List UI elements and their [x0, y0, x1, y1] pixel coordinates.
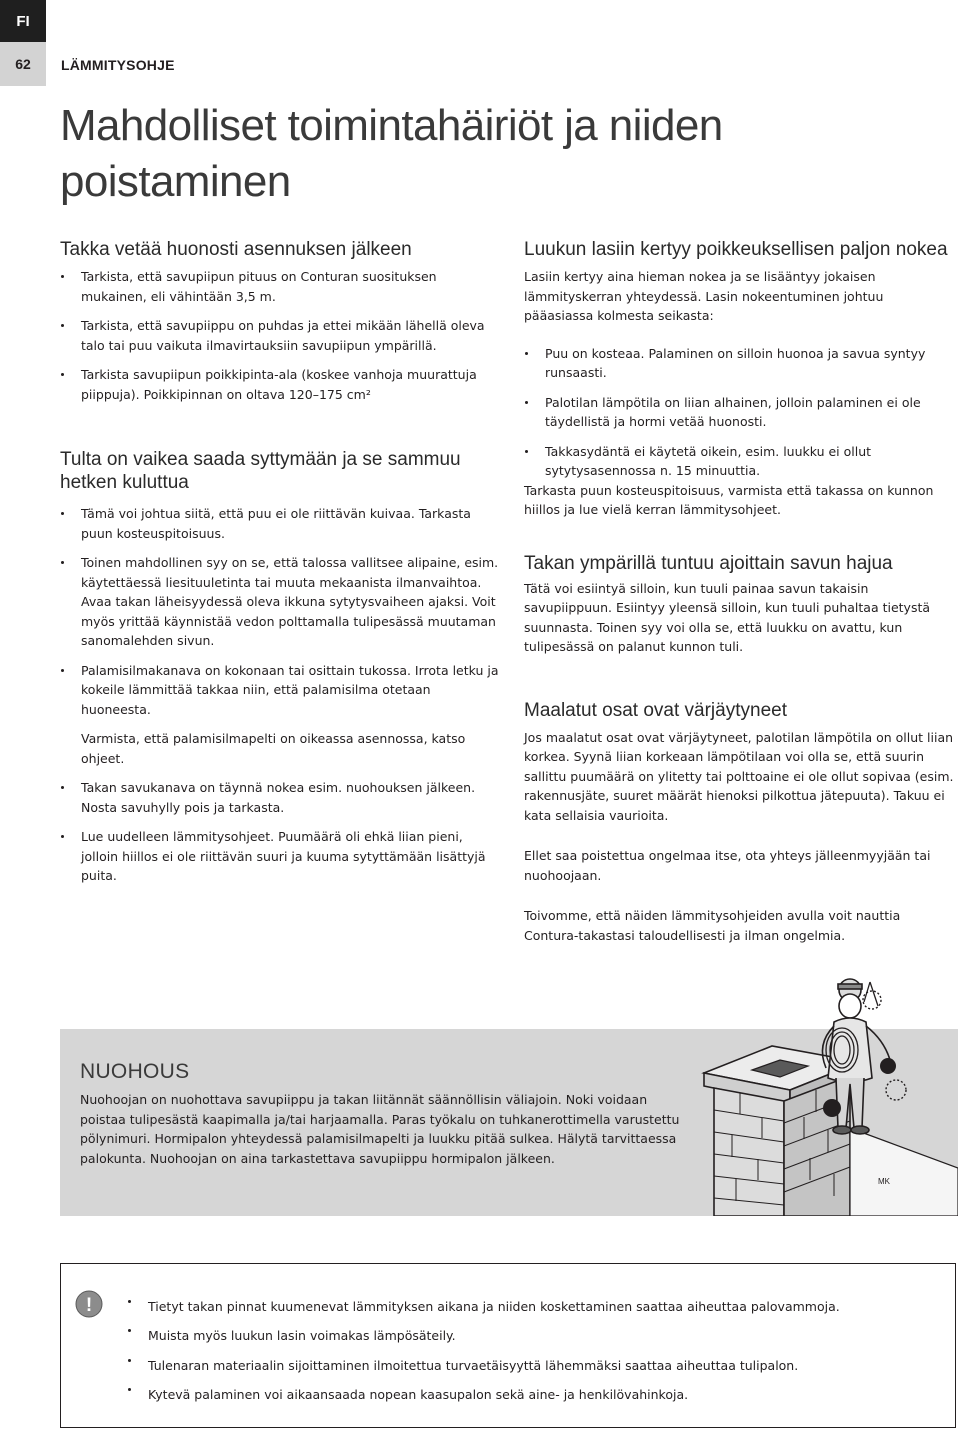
sooty-glass-outro: Tarkasta puun kosteuspitoisuus, varmista että takassa on kunnon hiillos ja lue vielä kerran lämmitysohjeet.: [524, 482, 934, 517]
contact-dealer-text: Ellet saa poistettua ongelmaa itse, ota yhteys jälleenmyyjään tai nuohoojaan.: [524, 848, 931, 883]
page-number: 62: [0, 42, 46, 86]
sooty-glass-list: [524, 344, 956, 481]
chimney-sweeping-title: NUOHOUS: [80, 1060, 190, 1083]
warning-item: Tietyt takan pinnat kuumenevat lämmityksen aikana ja niiden koskettaminen saattaa aiheuttaa palovammoja.: [127, 1292, 927, 1321]
heading-fire-hard-to-light: Tulta on vaikea saada syttymään ja se sammuu hetken kuluttua: [60, 449, 461, 493]
heading-sooty-glass: Luukun lasiin kertyy poikkeuksellisen paljon nokea: [524, 239, 948, 260]
chimney-sweeping-text: Nuohoojan on nuohottava savupiippu ja takan liitännät säännöllisin väliajoin. Noki voidaan poistaa tulipesästä kaapimalla ja/tai harjaamalla. Paras työkalu on tuhkanerottimella varustettu pölynimuri. Hormipalon yhteydessä palamisilmapelti ja luukku pitää sulkea. Hälytä tarvittaessa palokunta. Nuohoojan on aina tarkastettava savupiippu hormipalon jälkeen.: [80, 1092, 680, 1166]
right-column: [524, 238, 956, 945]
illustration-signature: MK: [878, 1177, 890, 1186]
list-item: Takkasydäntä ei käytetä oikein, esim. luukku ei ollut sytytysasennossa n. 15 minuuttia.: [524, 442, 956, 481]
list-item: Palamisilmakanava on kokonaan tai osittain tukossa. Irrota letku ja kokeile lämmittää takkaa niin, että palamisilma otetaan huoneesta.: [60, 661, 500, 720]
list-item: Takan savukanava on täynnä nokea esim. nuohouksen jälkeen. Nosta savuhylly pois ja tarkasta.: [60, 778, 500, 817]
list-item: Toinen mahdollinen syy on se, että talossa vallitsee alipaine, esim. käytettäessä liesituuletinta tai muuta mekaanista ilmanvaihtoa. Avaa takan läheisyydessä oleva ikkuna sytytysvaiheen ajaksi. Voit myös yrittää käynnistää vedon polttamalla tulipesässä muutaman sanomalehden sivun.: [60, 553, 500, 651]
warning-icon-glyph: !: [85, 1295, 93, 1316]
closing-text: Toivomme, että näiden lämmitysohjeiden avulla voit nauttia Contura-takastasi taloudellisesti ja ilman ongelmia.: [524, 908, 901, 943]
warning-item: Kytevä palaminen voi aikaansaada nopean kaasupalon sekä aine- ja henkilövahinkoja.: [127, 1380, 927, 1409]
heading-smoke-smell: Takan ympärillä tuntuu ajoittain savun hajua: [524, 552, 893, 574]
discoloured-paint-text: Jos maalatut osat ovat värjäytyneet, palotilan lämpötila on ollut liian korkea. Syynä liian korkeaan lämpötilaan voi olla se, että suurin sallittu puumäärä on ylitetty tai polttoaine ei ole ollut sopivaa (esim. rakennusjäte, suuret määrät hienoksi pilkottua jätepuuta). Takuu ei kata sellaisia vaurioita.: [524, 729, 954, 823]
list-item: Tämä voi johtua siitä, että puu ei ole riittävän kuivaa. Tarkasta puun kosteuspitoisuus.: [60, 504, 500, 543]
poor-draught-list: [60, 267, 500, 404]
heading-discoloured-paint: Maalatut osat ovat värjäytyneet: [524, 699, 787, 721]
heading-poor-draught: Takka vetää huonosti asennuksen jälkeen: [60, 239, 412, 260]
smoke-smell-text: Tätä voi esiintyä silloin, kun tuuli painaa savun takaisin savupiippuun. Esiintyy yleensä silloin, kun tuuli puhaltaa tietystä suunnasta. Toinen syy voi olla se, että luukku on avattu, kun tulipesässä on palanut kunnon tuli.: [524, 580, 931, 654]
damper-note: Varmista, että palamisilmapelti on oikeassa asennossa, katso ohjeet.: [81, 731, 466, 766]
warning-item: Muista myös luukun lasin voimakas lämpösäteily.: [127, 1321, 927, 1350]
list-item: Tarkista, että savupiippu on puhdas ja ettei mikään lähellä oleva talo tai puu vaikuta ilmavirtauksiin savupiipun ympärillä.: [60, 316, 500, 355]
list-item: Tarkista, että savupiipun pituus on Conturan suosituksen mukainen, eli vähintään 3,5 m.: [60, 267, 500, 306]
warning-exclamation-icon: [75, 1290, 103, 1318]
chimney-sweep-illustration: [700, 978, 958, 1216]
warning-item: Tulenaran materiaalin sijoittaminen ilmoitettua turvaetäisyyttä lähemmäksi saattaa aiheuttaa tulipalon.: [127, 1351, 927, 1380]
language-tab: FI: [0, 0, 46, 42]
list-item: Lue uudelleen lämmitysohjeet. Puumäärä oli ehkä liian pieni, jolloin hiillos ei ole riittävän suuri ja kuuma sytyttämään lisättyjä puita.: [60, 827, 500, 886]
fire-hard-to-light-list: [60, 504, 500, 719]
list-item: Puu on kosteaa. Palaminen on silloin huonoa ja savua syntyy runsaasti.: [524, 344, 956, 383]
section-label: LÄMMITYSOHJE: [61, 57, 175, 73]
list-item: Tarkista savupiipun poikkipinta-ala (koskee vanhoja muurattuja piippuja). Poikkipinnan on oltava 120–175 cm²: [60, 365, 500, 404]
list-item: Palotilan lämpötila on liian alhainen, jolloin palaminen ei ole täydellistä ja hormi vetää huonosti.: [524, 393, 956, 432]
sooty-glass-intro: Lasiin kertyy aina hieman nokea ja se lisääntyy jokaisen lämmityskerran yhteydessä. Lasin nokeentuminen johtuu pääasiassa kolmesta seikasta:: [524, 269, 884, 323]
page-title: Mahdolliset toimintahäiriöt ja niiden poistaminen: [60, 101, 723, 206]
warning-list: [127, 1292, 927, 1409]
left-column: [60, 238, 500, 886]
fire-hard-to-light-list-2: [60, 778, 500, 886]
